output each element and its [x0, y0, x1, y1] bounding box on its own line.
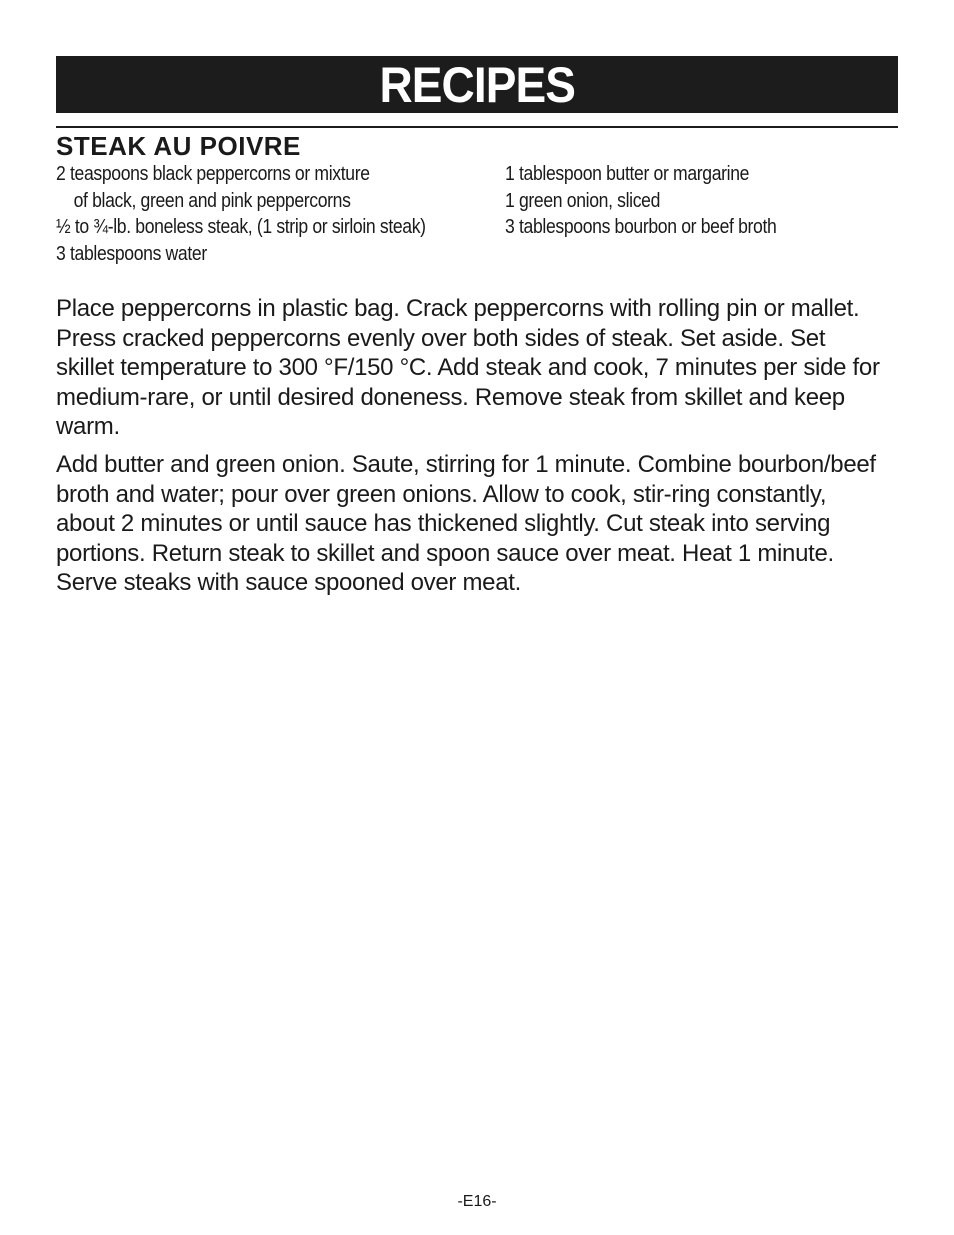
header-banner [56, 56, 898, 113]
instruction-paragraph: Add butter and green onion. Saute, stirring for 1 minute. Combine bourbon/beef broth and water; pour over green onions. Allow to cook, stir-ring constantly, about 2 minutes or until sauce has thickened slightly. Cut steak into serving portions. Return steak to skillet and spoon sauce over meat. Heat 1 minute. Serve steaks with sauce spooned over meat. [56, 450, 876, 597]
ingredient-line: 2 teaspoons black peppercorns or mixture [56, 163, 370, 185]
ingredients-left-column [56, 161, 496, 267]
ingredient-line: 1 tablespoon butter or margarine [505, 163, 750, 185]
ingredient-line: 1 green onion, sliced [505, 189, 661, 212]
ingredient-line: of black, green and pink peppercorns [73, 189, 351, 212]
instruction-paragraph: Place peppercorns in plastic bag. Crack peppercorns with rolling pin or mallet. Press cracked peppercorns evenly over both sides of steak. Set aside. Set skillet temperature to 300 °F/150 °C. Add steak and cook, 7 minutes per side for medium-rare, or until desired doneness. Remove steak from skillet and keep warm. [56, 295, 880, 441]
recipe-instructions [56, 294, 886, 606]
page-number: -E16- [457, 1193, 497, 1210]
ingredient-line: ½ to ¾-lb. boneless steak, (1 strip or sirloin steak) [56, 216, 426, 238]
ingredient-line: 3 tablespoons water [56, 242, 207, 265]
recipe-title: STEAK AU POIVRE [56, 131, 301, 161]
ingredient-line: 3 tablespoons bourbon or beef broth [505, 216, 777, 238]
divider [56, 126, 898, 128]
page-title: RECIPES [379, 56, 575, 113]
ingredients-right-column [505, 161, 895, 241]
